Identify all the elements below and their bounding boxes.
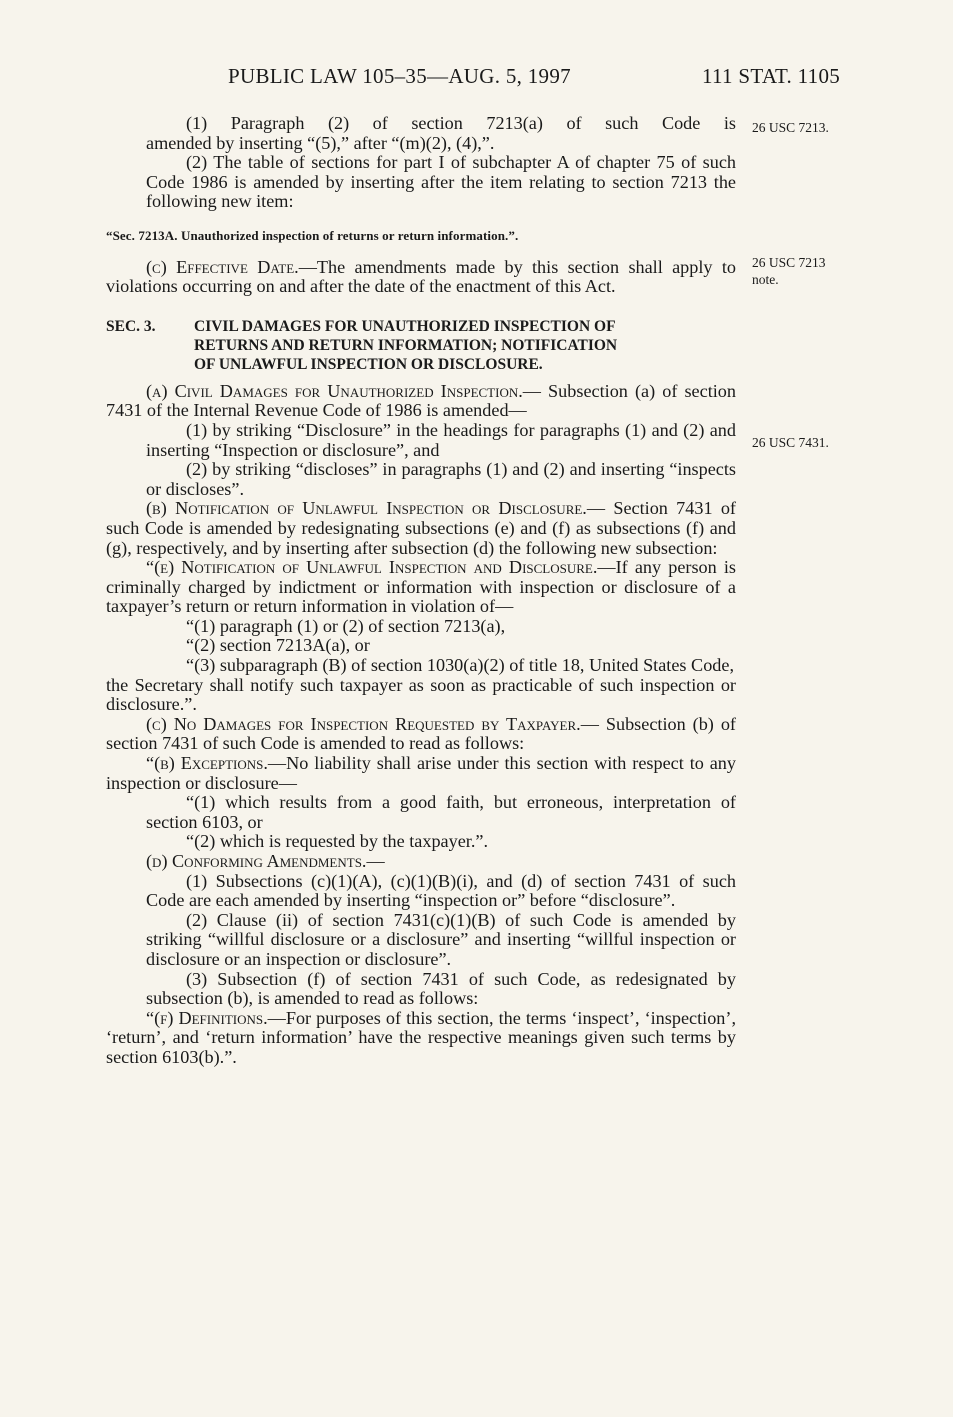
new-subsection-f-definitions xyxy=(106,1009,736,1068)
paragraph-a-2: (2) by striking “discloses” in paragraphs (1) and (2) and inserting “inspects or discloses”. xyxy=(146,459,736,499)
section-title-line: OF UNLAWFUL INSPECTION OR DISCLOSURE. xyxy=(194,355,543,373)
running-header-law: PUBLIC LAW 105–35—AUG. 5, 1997 xyxy=(228,64,571,88)
paragraph-e-3: “(3) subparagraph (B) of section 1030(a)(2) of title 18, United States Code, xyxy=(186,655,734,676)
table-of-sections-item: “Sec. 7213A. Unauthorized inspection of returns or return information.”. xyxy=(106,227,519,243)
subsection-c-no-damages xyxy=(106,715,736,754)
subsection-text: —The amendments made by this section shall apply to violations occurring on and after the date of the enactment of this Act. xyxy=(106,256,736,297)
paragraph-d-2: (2) Clause (ii) of section 7431(c)(1)(B) of such Code is amended by striking “willful disclosure or a disclosure” and inserting “willful inspection or disclosure or an inspection or disclosure”. xyxy=(146,909,736,969)
section-title-line: RETURNS AND RETURN INFORMATION; NOTIFICATION xyxy=(194,336,618,354)
paragraph-1-line-1: (1) Paragraph (2) of section 7213(a) of such Code is xyxy=(186,113,736,133)
paragraph-d-1: (1) Subsections (c)(1)(A), (c)(1)(B)(i), and (d) of section 7431 of such Code are each amended by inserting “inspection or” before “disclosure”. xyxy=(146,870,736,911)
subsection-d xyxy=(106,852,736,872)
subsection-text: — Subsection (a) of section 7431 of the Internal Revenue Code of 1986 is amended— xyxy=(106,380,736,421)
subsection-heading: (b) Notification of Unlawful Inspection or Disclosure. xyxy=(146,498,587,519)
subsection-heading: “(f) Definitions. xyxy=(146,1007,268,1028)
statute-body xyxy=(106,114,736,1068)
subsection-text: — Section 7431 of such Code is amended by redesignating subsections (e) and (f) as subsections (f) and (g), respectively, and by inserting after subsection (d) the following new subsection: xyxy=(106,498,736,558)
subsection-text: —For purposes of this section, the terms ‘inspect’, ‘inspection’, ‘return’, and ‘return information’ have the respective meanings given such terms by section 6103(b).”. xyxy=(106,1007,736,1067)
subsection-a xyxy=(106,382,736,421)
section-title-line: CIVIL DAMAGES FOR UNAUTHORIZED INSPECTION OF xyxy=(194,317,616,335)
subsection-c-effective-date xyxy=(106,258,736,297)
section-number: SEC. 3. xyxy=(106,317,156,335)
new-subsection-e xyxy=(106,558,736,617)
subsection-heading: “(b) Exceptions. xyxy=(146,753,268,774)
subsection-heading: (c) Effective Date. xyxy=(146,256,299,277)
subsection-text: —No liability shall arise under this section with respect to any inspection or disclosure— xyxy=(106,753,736,793)
paragraph-d-3: (3) Subsection (f) of section 7431 of such Code, as redesignated by subsection (b), is amended to read as follows: xyxy=(146,968,736,1009)
subsection-text: —If any person is criminally charged by indictment or information with inspection or disclosure of a taxpayer’s return or return information in violation of— xyxy=(106,557,736,617)
subsection-heading: (d) Conforming Amendments. xyxy=(146,851,367,871)
subsection-dash: — xyxy=(366,851,385,871)
paragraph-a-1: (1) by striking “Disclosure” in the headings for paragraphs (1) and (2) and inserting “Inspection or disclosure”, and xyxy=(146,419,736,460)
new-subsection-b-exceptions xyxy=(106,754,736,793)
paragraph-b-2: “(2) which is requested by the taxpayer.”. xyxy=(186,831,489,852)
subsection-heading: (a) Civil Damages for Unauthorized Inspection. xyxy=(146,380,523,401)
running-header-stat: 111 STAT. 1105 xyxy=(702,64,841,88)
margin-note-line: 26 USC 7213 xyxy=(752,255,826,270)
subsection-heading: “(e) Notification of Unlawful Inspection and Disclosure. xyxy=(146,557,598,578)
paragraph-1-line-2: amended by inserting “(5),” after “(m)(2), (4),”. xyxy=(146,132,495,153)
subsection-heading: (c) No Damages for Inspection Requested by Taxpayer. xyxy=(146,713,581,734)
paragraph-e-1: “(1) paragraph (1) or (2) of section 7213(a), xyxy=(186,615,506,636)
section-3-heading xyxy=(106,317,736,374)
subsection-e-tail: the Secretary shall notify such taxpayer as soon as practicable of such inspection or disclosure.”. xyxy=(106,674,736,715)
paragraph-b-1: “(1) which results from a good faith, but erroneous, interpretation of section 6103, or xyxy=(146,792,736,832)
paragraph-2: (2) The table of sections for part I of subchapter A of chapter 75 of such Code 1986 is amended by inserting after the item relating to section 7213 the following new item: xyxy=(146,152,736,212)
subsection-b xyxy=(106,499,736,558)
subsection-text: — Subsection (b) of section 7431 of such Code is amended to read as follows: xyxy=(106,713,736,754)
margin-note-usc-7213: 26 USC 7213. xyxy=(752,120,829,135)
margin-note-usc-7431: 26 USC 7431. xyxy=(752,435,829,450)
margin-note-line: note. xyxy=(752,272,779,287)
margin-note-usc-7213-note xyxy=(752,254,826,288)
paragraph-e-2: “(2) section 7213A(a), or xyxy=(186,635,370,656)
